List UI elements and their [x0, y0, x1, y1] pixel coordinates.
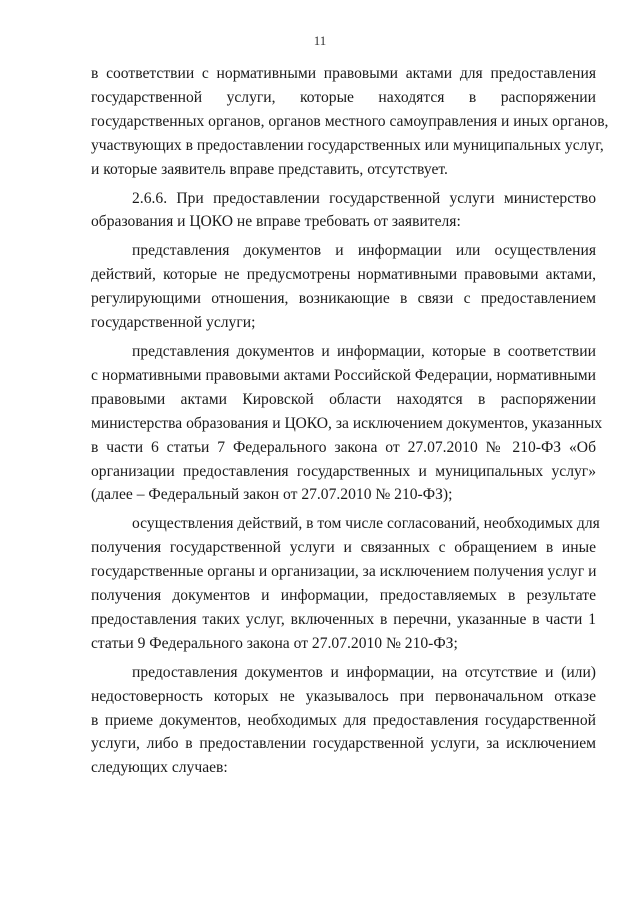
document-body — [91, 62, 609, 780]
text-line: министерства образования и ЦОКО, за исключением документов, указанных — [91, 414, 603, 432]
text-line: предоставления таких услуг, включенных в перечни, указанные в части 1 — [91, 610, 596, 628]
text-line: участвующих в предоставлении государственных или муниципальных услуг, — [91, 136, 604, 154]
text-line: недостоверность которых не указывалось при первоначальном отказе — [91, 687, 596, 705]
text-line: в соответствии с нормативными правовыми актами для предоставления — [91, 65, 596, 82]
text-line: 2.6.6. При предоставлении государственной услуги министерство — [132, 189, 596, 207]
text-line: действий, которые не предусмотрены нормативными правовыми актами, — [91, 266, 596, 284]
paragraph-item — [91, 340, 603, 507]
text-line: правовыми актами Кировской области находятся в распоряжении — [91, 390, 596, 408]
text-line: следующих случаев: — [91, 759, 228, 777]
text-line: государственной услуги; — [91, 314, 256, 332]
text-line: образования и ЦОКО не вправе требовать от заявителя: — [91, 213, 461, 231]
text-line: государственной услуги, которые находятся в распоряжении — [91, 88, 596, 106]
text-line: представления документов и информации или осуществления — [132, 242, 596, 260]
page-number: 11 — [313, 33, 327, 48]
paragraph-item — [91, 661, 596, 781]
text-line: (далее – Федеральный закон от 27.07.2010 № 210-ФЗ); — [91, 486, 453, 504]
text-line: государственные органы и организации, за исключением получения услуг и — [91, 563, 597, 581]
paragraph-item — [91, 512, 600, 655]
text-line: получения документов и информации, предоставляемых в результате — [91, 587, 596, 605]
text-line: получения государственной услуги и связанных с обращением в иные — [91, 539, 596, 557]
text-line: представления документов и информации, которые в соответствии — [132, 342, 596, 360]
text-line: регулирующими отношения, возникающие в связи с предоставлением — [91, 290, 596, 308]
text-line: организации предоставления государственных и муниципальных услуг» — [91, 462, 596, 480]
text-line: предоставления документов и информации, на отсутствие и (или) — [132, 663, 596, 681]
text-line: и которые заявитель вправе представить, отсутствует. — [91, 160, 448, 178]
text-line: услуги, либо в предоставлении государственной услуги, за исключением — [91, 735, 596, 753]
text-line: с нормативными правовыми актами Российской Федерации, нормативными — [91, 366, 596, 384]
paragraph-item — [91, 239, 596, 335]
text-line: осуществления действий, в том числе согласований, необходимых для — [132, 515, 600, 533]
text-line: в приеме документов, необходимых для предоставления государственной — [91, 711, 596, 729]
text-line: статьи 9 Федерального закона от 27.07.2010 № 210-ФЗ; — [91, 634, 458, 652]
text-line: в части 6 статьи 7 Федерального закона от 27.07.2010 № 210-ФЗ «Об — [91, 438, 596, 456]
paragraph-continuation — [91, 62, 609, 182]
paragraph-2-6-6 — [91, 187, 596, 235]
text-line: государственных органов, органов местного самоуправления и иных органов, — [91, 112, 609, 130]
